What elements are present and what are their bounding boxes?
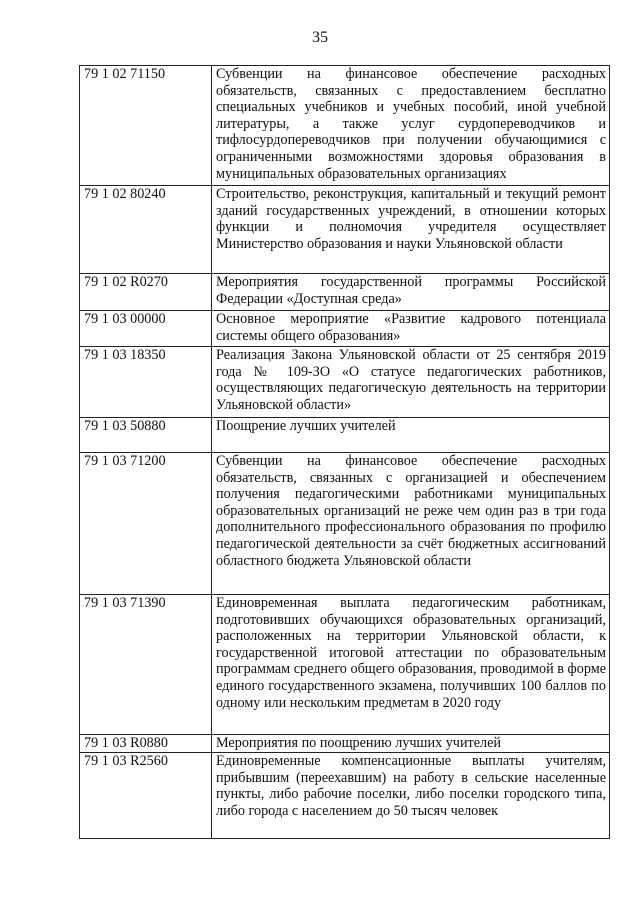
table-row	[80, 274, 610, 311]
table-row	[80, 186, 610, 274]
row-code: 79 1 03 18350	[80, 347, 212, 418]
row-description: Поощрение лучших учителей	[212, 418, 610, 453]
table-row	[80, 418, 610, 453]
page-number: 35	[312, 29, 328, 46]
row-code: 79 1 02 R0270	[80, 274, 212, 311]
row-description: Единовременные компенсационные выплаты учителям, прибывшим (переехавшим) на работу в сельские населенные пункты, либо рабочие поселки, либо поселки городского типа, либо города с населением до 50 тысяч человек	[212, 753, 610, 839]
row-code: 79 1 03 71200	[80, 453, 212, 595]
row-code: 79 1 03 50880	[80, 418, 212, 453]
table-row	[80, 753, 610, 839]
table-row	[80, 735, 610, 753]
table-row	[80, 595, 610, 735]
row-description: Мероприятия по поощрению лучших учителей	[212, 735, 610, 753]
table-row	[80, 453, 610, 595]
row-description: Основное мероприятие «Развитие кадрового потенциала системы общего образования»	[212, 311, 610, 347]
row-code: 79 1 03 R2560	[80, 753, 212, 839]
table-row	[80, 66, 610, 186]
row-description: Субвенции на финансовое обеспечение расходных обязательств, связанных с организацией и обеспечением получения педагогическими работниками муниципальных образовательных организаций не реже чем один раз в три года дополнительного профессионального образования по профилю педагогической деятельности за счёт бюджетных ассигнований областного бюджета Ульяновской области	[212, 453, 610, 595]
table-row	[80, 311, 610, 347]
row-description: Строительство, реконструкция, капитальный и текущий ремонт зданий государственных учреждений, в отношении которых функции и полномочия учредителя осуществляет Министерство образования и науки Ульяновской области	[212, 186, 610, 274]
row-code: 79 1 03 R0880	[80, 735, 212, 753]
row-description: Реализация Закона Ульяновской области от 25 сентября 2019 года № 109-ЗО «О статусе педагогических работников, осуществляющих педагогическую деятельность на территории Ульяновской области»	[212, 347, 610, 418]
table-row	[80, 347, 610, 418]
row-code: 79 1 02 80240	[80, 186, 212, 274]
budget-classification-table	[79, 65, 610, 839]
row-code: 79 1 02 71150	[80, 66, 212, 186]
row-code: 79 1 03 71390	[80, 595, 212, 735]
row-code: 79 1 03 00000	[80, 311, 212, 347]
row-description: Субвенции на финансовое обеспечение расходных обязательств, связанных с предоставлением бесплатно специальных учебников и учебных пособий, иной учебной литературы, а также услуг сурдопереводчиков и тифлосурдопереводчиков при получении обучающимися с ограниченными возможностями здоровья образования в муниципальных образовательных организациях	[212, 66, 610, 186]
row-description: Мероприятия государственной программы Российской Федерации «Доступная среда»	[212, 274, 610, 311]
row-description: Единовременная выплата педагогическим работникам, подготовивших обучающихся образовательных организаций, расположенных на территории Ульяновской области, к государственной итоговой аттестации по образовательным программам среднего общего образования, проводимой в форме единого государственного экзамена, получивших 100 баллов по одному или нескольким предметам в 2020 году	[212, 595, 610, 735]
